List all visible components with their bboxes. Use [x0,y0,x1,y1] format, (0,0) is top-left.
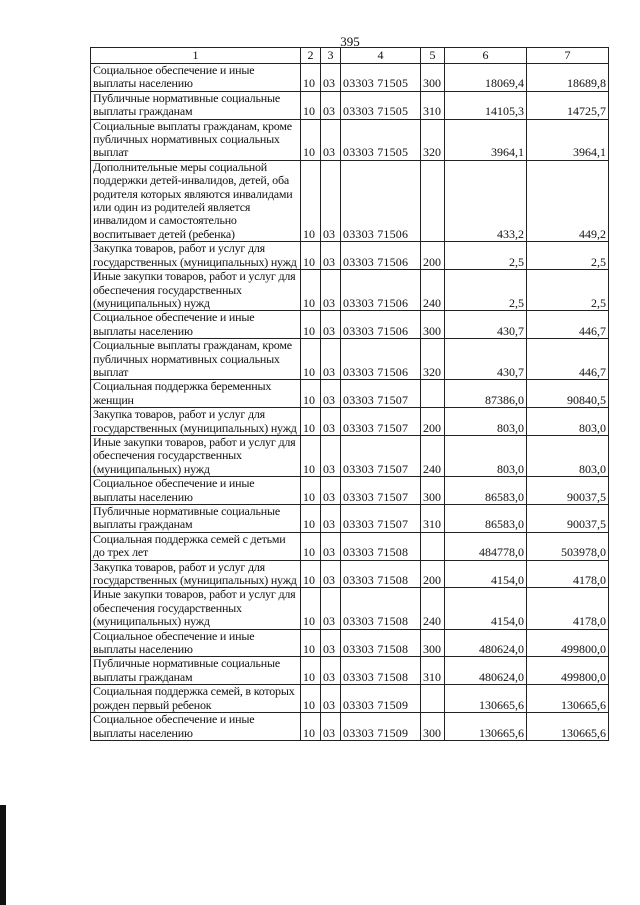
header-col-5: 5 [421,48,445,64]
cell-v2: 2,5 [527,270,609,311]
budget-table [90,47,609,741]
cell-v1: 433,2 [445,160,527,241]
cell-type: 200 [421,560,445,588]
cell-name: Закупка товаров, работ и услуг для государственных (муниципальных) нужд [91,408,301,436]
cell-v1: 4154,0 [445,560,527,588]
cell-sub: 03 [321,629,341,657]
cell-code: 03303 71507 [341,408,421,436]
cell-sub: 03 [321,160,341,241]
cell-v2: 130665,6 [527,685,609,713]
cell-code: 03303 71506 [341,311,421,339]
cell-sub: 03 [321,713,341,741]
cell-v1: 14105,3 [445,91,527,119]
cell-v2: 4178,0 [527,560,609,588]
cell-name: Закупка товаров, работ и услуг для государственных (муниципальных) нужд [91,560,301,588]
cell-type: 300 [421,64,445,92]
cell-v2: 446,7 [527,311,609,339]
cell-sub: 03 [321,532,341,560]
header-col-7: 7 [527,48,609,64]
cell-name: Публичные нормативные социальные выплаты гражданам [91,657,301,685]
cell-name: Иные закупки товаров, работ и услуг для обеспечения государственных (муниципальных) нужд [91,588,301,629]
cell-v2: 499800,0 [527,629,609,657]
cell-sub: 03 [321,435,341,476]
cell-type: 300 [421,311,445,339]
cell-v1: 86583,0 [445,505,527,533]
cell-sec: 10 [301,242,321,270]
cell-name: Закупка товаров, работ и услуг для государственных (муниципальных) нужд [91,242,301,270]
cell-v1: 480624,0 [445,657,527,685]
cell-code: 03303 71509 [341,685,421,713]
cell-code: 03303 71508 [341,588,421,629]
cell-type [421,380,445,408]
table-row [91,160,609,241]
cell-code: 03303 71508 [341,629,421,657]
cell-v2: 130665,6 [527,713,609,741]
table-row [91,270,609,311]
cell-v1: 803,0 [445,408,527,436]
cell-code: 03303 71505 [341,64,421,92]
cell-v1: 2,5 [445,242,527,270]
table-row [91,629,609,657]
cell-sec: 10 [301,160,321,241]
cell-sub: 03 [321,119,341,160]
cell-code: 03303 71508 [341,532,421,560]
cell-sec: 10 [301,119,321,160]
cell-v2: 4178,0 [527,588,609,629]
cell-name: Социальная поддержка беременных женщин [91,380,301,408]
cell-sub: 03 [321,685,341,713]
cell-v2: 90840,5 [527,380,609,408]
table-row [91,242,609,270]
cell-sec: 10 [301,380,321,408]
cell-v2: 803,0 [527,435,609,476]
cell-sub: 03 [321,311,341,339]
cell-code: 03303 71505 [341,91,421,119]
cell-type: 320 [421,119,445,160]
page-number: 395 [340,34,360,49]
cell-v2: 3964,1 [527,119,609,160]
table-row [91,560,609,588]
cell-name: Социальные выплаты гражданам, кроме публичных нормативных социальных выплат [91,119,301,160]
cell-sub: 03 [321,505,341,533]
cell-sub: 03 [321,242,341,270]
cell-v1: 3964,1 [445,119,527,160]
cell-v1: 480624,0 [445,629,527,657]
cell-type: 200 [421,408,445,436]
table-row [91,532,609,560]
cell-code: 03303 71506 [341,160,421,241]
cell-v1: 87386,0 [445,380,527,408]
cell-code: 03303 71507 [341,505,421,533]
cell-v2: 446,7 [527,339,609,380]
cell-type: 300 [421,713,445,741]
cell-v1: 86583,0 [445,477,527,505]
table-row [91,380,609,408]
cell-sub: 03 [321,91,341,119]
cell-v1: 430,7 [445,339,527,380]
cell-sub: 03 [321,408,341,436]
header-col-4: 4 [341,48,421,64]
table-row [91,119,609,160]
cell-code: 03303 71505 [341,119,421,160]
cell-v2: 449,2 [527,160,609,241]
cell-sub: 03 [321,380,341,408]
cell-v1: 484778,0 [445,532,527,560]
cell-v2: 503978,0 [527,532,609,560]
cell-name: Публичные нормативные социальные выплаты гражданам [91,91,301,119]
cell-type: 200 [421,242,445,270]
cell-code: 03303 71508 [341,560,421,588]
cell-name: Публичные нормативные социальные выплаты гражданам [91,505,301,533]
cell-name: Социальное обеспечение и иные выплаты населению [91,629,301,657]
cell-sec: 10 [301,408,321,436]
cell-v2: 14725,7 [527,91,609,119]
cell-code: 03303 71507 [341,380,421,408]
header-col-6: 6 [445,48,527,64]
cell-v1: 430,7 [445,311,527,339]
cell-sec: 10 [301,657,321,685]
cell-type: 310 [421,505,445,533]
cell-sub: 03 [321,477,341,505]
table-row [91,64,609,92]
cell-v1: 2,5 [445,270,527,311]
table-row [91,713,609,741]
cell-name: Социальная поддержка семей, в которых рожден первый ребенок [91,685,301,713]
cell-v1: 4154,0 [445,588,527,629]
cell-code: 03303 71506 [341,242,421,270]
cell-name: Социальное обеспечение и иные выплаты населению [91,713,301,741]
scan-edge-mark [0,805,6,905]
table-row [91,657,609,685]
table-row [91,339,609,380]
cell-v1: 130665,6 [445,713,527,741]
cell-v2: 2,5 [527,242,609,270]
table-row [91,91,609,119]
cell-v2: 90037,5 [527,477,609,505]
cell-v2: 90037,5 [527,505,609,533]
cell-type: 240 [421,270,445,311]
cell-name: Социальное обеспечение и иные выплаты населению [91,477,301,505]
cell-sec: 10 [301,435,321,476]
cell-sec: 10 [301,91,321,119]
header-col-2: 2 [301,48,321,64]
cell-sec: 10 [301,477,321,505]
cell-name: Иные закупки товаров, работ и услуг для обеспечения государственных (муниципальных) нужд [91,270,301,311]
cell-type: 310 [421,91,445,119]
cell-sec: 10 [301,339,321,380]
cell-code: 03303 71507 [341,477,421,505]
cell-sec: 10 [301,685,321,713]
cell-sec: 10 [301,629,321,657]
cell-sec: 10 [301,311,321,339]
table-row [91,588,609,629]
table-row [91,311,609,339]
cell-sec: 10 [301,270,321,311]
cell-type: 310 [421,657,445,685]
cell-code: 03303 71507 [341,435,421,476]
cell-type: 320 [421,339,445,380]
cell-name: Социальные выплаты гражданам, кроме публичных нормативных социальных выплат [91,339,301,380]
cell-name: Социальное обеспечение и иные выплаты населению [91,64,301,92]
cell-v2: 499800,0 [527,657,609,685]
table-row [91,477,609,505]
cell-v1: 803,0 [445,435,527,476]
cell-code: 03303 71506 [341,270,421,311]
cell-sub: 03 [321,588,341,629]
cell-sub: 03 [321,64,341,92]
cell-type: 240 [421,588,445,629]
header-row [91,48,609,64]
cell-type: 300 [421,629,445,657]
cell-sec: 10 [301,532,321,560]
header-col-1: 1 [91,48,301,64]
cell-name: Иные закупки товаров, работ и услуг для обеспечения государственных (муниципальных) нужд [91,435,301,476]
cell-type [421,160,445,241]
cell-type [421,532,445,560]
table-row [91,505,609,533]
cell-sec: 10 [301,588,321,629]
cell-v2: 803,0 [527,408,609,436]
cell-sec: 10 [301,64,321,92]
cell-type [421,685,445,713]
header-col-3: 3 [321,48,341,64]
cell-name: Дополнительные меры социальной поддержки детей-инвалидов, детей, оба родителя которых являются инвалидами или один из родителей является инвалидом и самостоятельно воспитывает детей (ребенка) [91,160,301,241]
cell-name: Социальное обеспечение и иные выплаты населению [91,311,301,339]
cell-sub: 03 [321,560,341,588]
table-row [91,685,609,713]
table-row [91,408,609,436]
cell-sec: 10 [301,505,321,533]
cell-v2: 18689,8 [527,64,609,92]
cell-sub: 03 [321,657,341,685]
cell-name: Социальная поддержка семей с детьми до трех лет [91,532,301,560]
table-row [91,435,609,476]
cell-code: 03303 71506 [341,339,421,380]
cell-sec: 10 [301,560,321,588]
cell-code: 03303 71508 [341,657,421,685]
cell-sub: 03 [321,339,341,380]
cell-sub: 03 [321,270,341,311]
cell-type: 240 [421,435,445,476]
cell-v1: 130665,6 [445,685,527,713]
cell-code: 03303 71509 [341,713,421,741]
cell-type: 300 [421,477,445,505]
cell-v1: 18069,4 [445,64,527,92]
cell-sec: 10 [301,713,321,741]
